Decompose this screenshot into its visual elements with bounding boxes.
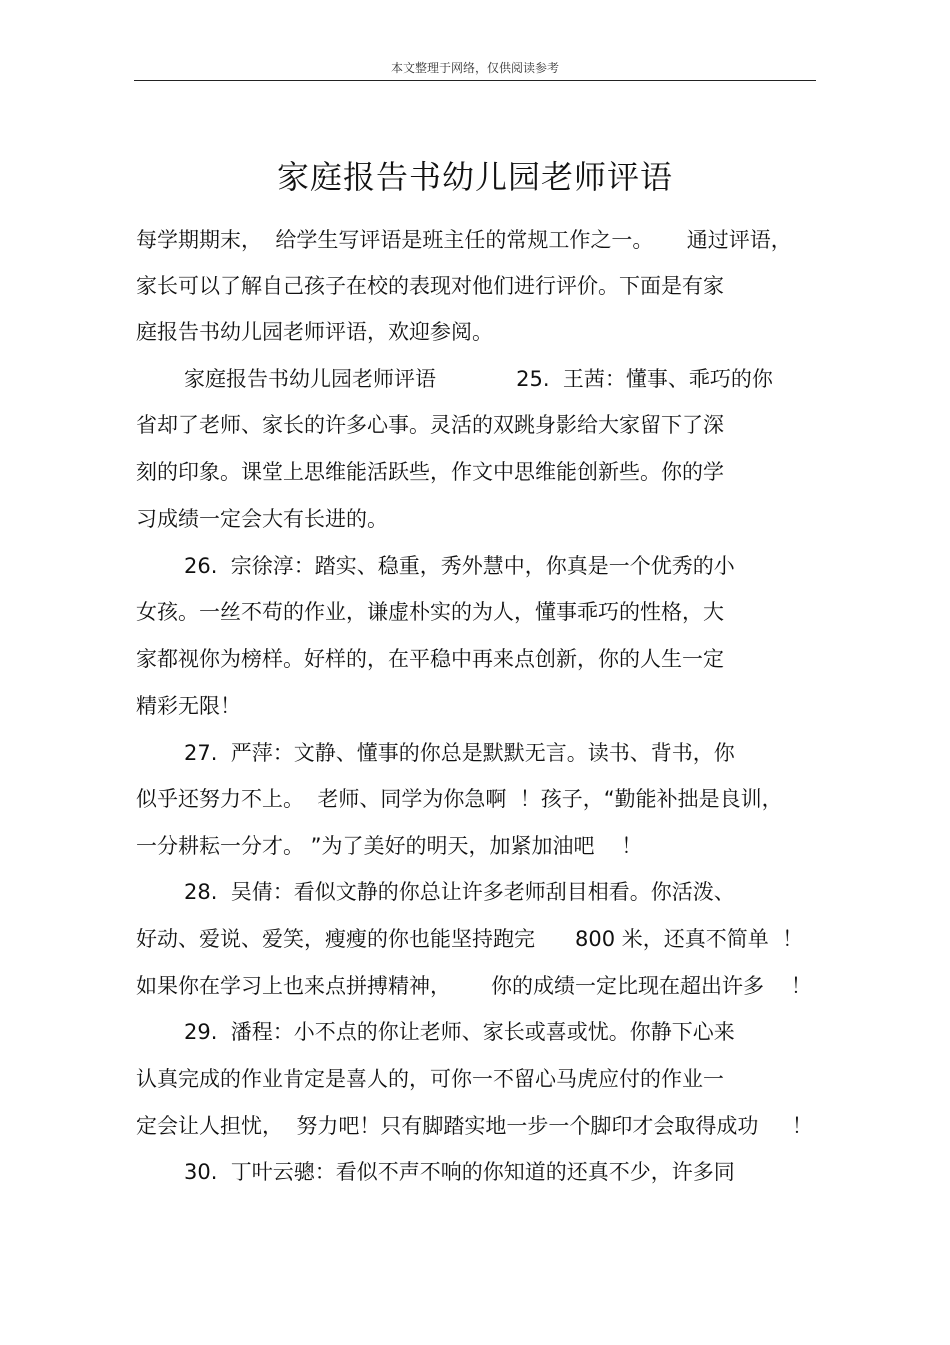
- paragraph-line: 精彩无限！: [136, 694, 241, 718]
- paragraph-line: 29. 潘程：小不点的你让老师、家长或喜或忧。你静下心来: [184, 1020, 735, 1044]
- paragraph-line: 好动、爱说、爱笑，瘦瘦的你也能坚持跑完 800 米，还真不简单 ！: [136, 927, 804, 951]
- paragraph-line: 家长可以了解自己孩子在校的表现对他们进行评价。下面是有家: [136, 274, 724, 298]
- paragraph-line: 家庭报告书幼儿园老师评语 25. 王茜：懂事、乖巧的你: [184, 367, 773, 391]
- paragraph-line: 30. 丁叶云骢：看似不声不响的你知道的还真不少，许多同: [184, 1160, 735, 1184]
- header-divider: [134, 80, 816, 81]
- paragraph-line: 家都视你为榜样。好样的，在平稳中再来点创新，你的人生一定: [136, 647, 724, 671]
- paragraph-line: 习成绩一定会大有长进的。: [136, 507, 388, 531]
- paragraph-line: 省却了老师、家长的许多心事。灵活的双跳身影给大家留下了深: [136, 413, 724, 437]
- paragraph-line: 一分耕耘一分才。 ”为了美好的明天，加紧加油吧 ！: [136, 834, 643, 858]
- paragraph-line: 每学期期末， 给学生写评语是班主任的常规工作之一。 通过评语，: [136, 228, 792, 252]
- paragraph-line: 刻的印象。课堂上思维能活跃些，作文中思维能创新些。你的学: [136, 460, 724, 484]
- header-note: 本文整理于网络，仅供阅读参考: [390, 61, 559, 75]
- page-title: 家庭报告书幼儿园老师评语: [276, 158, 673, 196]
- paragraph-line: 26. 宗徐淳：踏实、稳重，秀外慧中，你真是一个优秀的小: [184, 554, 735, 578]
- paragraph-line: 27. 严萍：文静、懂事的你总是默默无言。读书、背书，你: [184, 741, 735, 765]
- paragraph-line: 认真完成的作业肯定是喜人的，可你一不留心马虎应付的作业一: [136, 1067, 724, 1091]
- paragraph-line: 28. 吴倩：看似文静的你总让许多老师刮目相看。你活泼、: [184, 880, 735, 904]
- paragraph-line: 似乎还努力不上。 老师、同学为你急啊 ！孩子，“勤能补拙是良训，: [136, 787, 783, 811]
- paragraph-line: 如果你在学习上也来点拼搏精神， 你的成绩一定比现在超出许多 ！: [136, 974, 812, 998]
- paragraph-line: 庭报告书幼儿园老师评语，欢迎参阅。: [136, 320, 493, 344]
- paragraph-line: 女孩。一丝不苟的作业，谦虚朴实的为人，懂事乖巧的性格，大: [136, 600, 724, 624]
- paragraph-line: 定会让人担忧， 努力吧！只有脚踏实地一步一个脚印才会取得成功 ！: [136, 1114, 813, 1138]
